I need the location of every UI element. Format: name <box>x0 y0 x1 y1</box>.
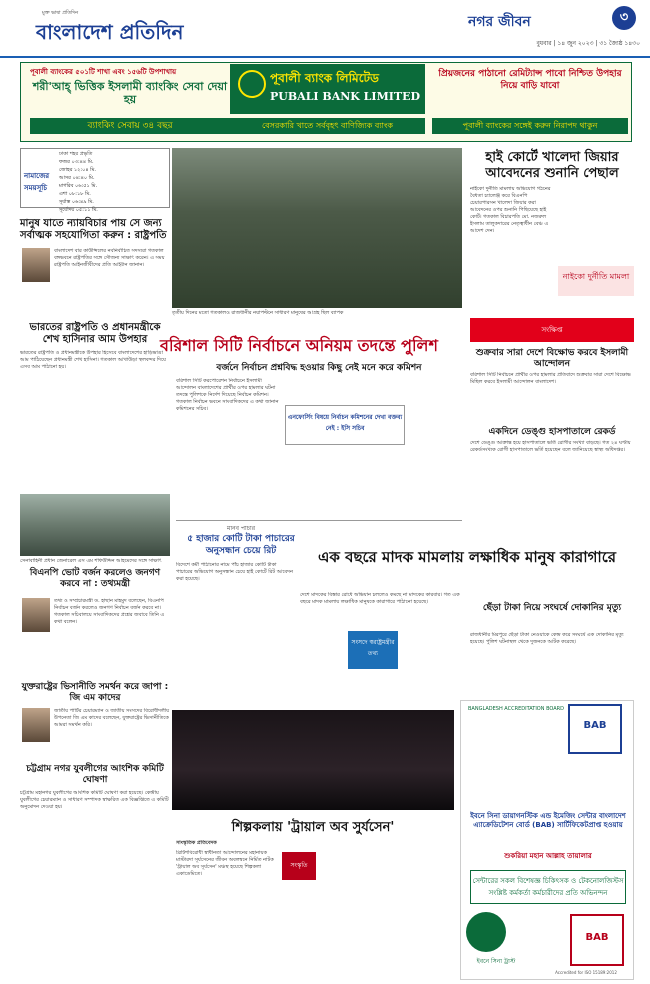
story-andolon-body: বরিশাল সিটি নির্বাচনে প্রার্থীর ওপর হামলার প্রতিবাদে শুক্রবার সারা দেশে বিক্ষোভ মিছিল করবে ইসলামী আন্দোলন বাংলাদেশ। <box>470 372 631 385</box>
prayer-row: সূর্যোদয় ০৫:১১ মি. <box>59 207 98 213</box>
story-president-body: বাংলাদেশ বার কাউন্সিলের নবনির্বাচিত সদস্যরা গতকাল বঙ্গভবনে রাষ্ট্রপতির সঙ্গে সৌজন্য সাক্ষাৎ করেন। এ সময় রাষ্ট্রপতি আইনজীবীদের প্রতি আহ্বান জানান। <box>54 248 165 268</box>
crowd-photo[interactable] <box>172 148 462 308</box>
section-title: নগর জীবন <box>468 14 531 30</box>
meeting-caption: সেনাবাহিনী প্রধান জেনারেল এস এম শফিউদ্দিন আহমেদের সঙ্গে সাক্ষাৎ <box>20 558 162 564</box>
ibn-sina-name: ইবনে সিনা ট্রাস্ট <box>476 958 516 965</box>
brief-section-label: সংক্ষিপ্ত <box>470 318 634 342</box>
ad-bank-name-bn: পূবালী ব্যাংক লিমিটেড <box>270 71 379 85</box>
dateline: বুধবার | ১৪ জুন ২০২৩ | ৩১ জ্যৈষ্ঠ ১৪৩০ <box>536 40 640 47</box>
story-quader-body: জাতীয় পার্টির চেয়ারম্যান ও জাতীয় সংসদের বিরোধীদলীয় উপনেতা জি এম কাদের বলেছেন, যুক্তরাষ্ট্রের ভিসানীতিকে আমরা সমর্থন করি। <box>54 708 170 728</box>
writ-kicker: মানব পাচার <box>227 525 255 532</box>
headline-dengue[interactable]: একদিনে ডেঙ্গু হাসপাতালে রেকর্ড <box>488 427 616 437</box>
headline-info-minister[interactable]: বিএনপি ভোট বর্জন করলেও জনগণ করবে না : তথ্যমন্ত্রী <box>29 568 161 589</box>
prayer-row: মাগরিব ০৬:৫১ মি. <box>59 183 98 189</box>
prayer-row: সূর্যাস্ত ০৬:৪৯ মি. <box>59 199 94 205</box>
bab-badge-2: BAB <box>570 914 624 966</box>
ad-tagline: বেসরকারি খাতে সর্ববৃহৎ বাণিজ্যিক ব্যাংক <box>230 118 425 134</box>
prayer-row: জোহর ১২:০৪ মি. <box>59 167 96 173</box>
president-photo <box>22 248 50 282</box>
prayer-row: ফজর ০৩:৪৪ মি. <box>59 159 94 165</box>
bab-badge: BAB <box>568 704 622 754</box>
theatre-photo[interactable] <box>172 710 454 810</box>
headline-jubo-league[interactable]: চট্টগ্রাম নগর যুবলীগের আংশিক কমিটি ঘোষণা <box>26 764 164 785</box>
story-khaleda-body: নাইকো দুর্নীতি মামলায় অভিযোগ গঠনের বৈধতা চ্যালেঞ্জ করে বিএনপি চেয়ারপারসন খালেদা জিয়ার করা আবেদনের ওপর শুনানি পিছিয়েছে হাই কোর্ট। গতকাল বিচারপতি মো. নজরুল ইসলাম তালুকদারের নেতৃত্বাধীন বেঞ্চ এ আদেশ দেন। <box>470 186 551 234</box>
ad-years-banner: ব্যাংকিং সেবায় ৩৪ বছর <box>30 118 230 134</box>
story-writ-body: বিদেশে কর্মী পাঠানোর নামে পাঁচ হাজার কোটি টাকা পাচারের অভিযোগ অনুসন্ধান চেয়ে হাই কোর্টে রিট আবেদন করা হয়েছে। <box>176 562 293 582</box>
bank-emblem-icon <box>238 70 266 98</box>
prayer-rows <box>59 159 169 215</box>
story-minister-body: তথ্য ও সম্প্রচারমন্ত্রী ড. হাছান মাহমুদ বলেছেন, বিএনপি নির্বাচন বর্জন করলেও জনগণ নির্বাচন বর্জন করবে না। গতকাল সচিবালয়ে সাংবাদিকদের প্রশ্নের জবাবে তিনি এ কথা বলেন। <box>54 598 165 625</box>
photo-caption: তৃতীয় দিনের মতো গতকালও রাজধানীর নয়াপল্টনে সাধারণ মানুষের আগ্রহ ছিল ব্যাপক <box>172 310 344 316</box>
ad-branch-line: পূবালী ব্যাংকের ৫০১টি শাখা এবং ১৫৬টি উপশাখায় <box>30 68 177 76</box>
headline-theatre[interactable]: শিল্পকলায় 'ট্রায়াল অব সুর্যসেন' <box>231 820 395 835</box>
story-shopkeeper-body: রাজধানীর মিরপুরে ছেঁড়া টাকা নেওয়াকে কেন্দ্র করে সংঘর্ষে এক দোকানির মৃত্যু হয়েছে। পুলিশ ঘটনাস্থল থেকে দুজনকে আটক করেছে। <box>470 632 624 645</box>
lead-subheadline: বর্জনে নির্বাচন প্রশ্নবিদ্ধ হওয়ার কিছু নেই মনে করে কমিশন <box>216 363 422 373</box>
story-drug-body: দেশে মাদকের বিস্তার রোধে অভিযান চললেও কমছে না মাদকের কারবার। গত এক বছরে মাদক মামলায় লক্ষাধিক মানুষকে কারাগারে পাঠানো হয়েছে। <box>300 592 460 605</box>
ibn-sina-title: ইবনে সিনা ডায়াগনস্টিক এন্ড ইমেজিং সেন্টার বাংলাদেশ এ্যাক্রেডিটেশন বোর্ড (BAB) সার্টিফিকেটপ্রাপ্ত হওয়ায় <box>470 812 626 829</box>
home-minister-stat-box: সংসদে স্বরাষ্ট্রমন্ত্রীর তথ্য <box>348 631 398 669</box>
theatre-byline: সাংস্কৃতিক প্রতিবেদক <box>176 840 217 846</box>
ad-islamic-banking: শরী'আহ্‌ ভিত্তিক ইসলামী ব্যাংকিং সেবা দেয়া হয় <box>32 80 228 106</box>
quader-photo <box>22 708 50 742</box>
prayer-label: নামাজের সময়সূচি <box>24 172 50 192</box>
niko-tag: নাইকো দুর্নীতি মামলা <box>558 266 634 296</box>
culture-badge: সংস্কৃতি <box>282 852 316 880</box>
lead-headline[interactable]: বরিশাল সিটি নির্বাচনে অনিয়ম তদন্তে পুলিশ <box>160 336 438 355</box>
prayer-row: আসর ০৪:৪০ মি. <box>59 175 95 181</box>
story-dengue-body: দেশে ডেঙ্গু আক্রান্ত হয়ে হাসপাতালে ভর্তি রোগীর সংখ্যা বাড়ছে। গত ২৪ ঘণ্টায় রেকর্ডসংখ্যক রোগী হাসপাতালে ভর্তি হয়েছেন বলে জানিয়েছে স্বাস্থ্য অধিদপ্তর। <box>470 440 631 453</box>
story-jubo-body: চট্টগ্রাম মহানগর যুবলীগের আংশিক কমিটি ঘোষণা করা হয়েছে। কেন্দ্রীয় যুবলীগের চেয়ারম্যান ও সাধারণ সম্পাদক স্বাক্ষরিত এক বিজ্ঞপ্তিতে এ কমিটি অনুমোদন দেওয়া হয়। <box>20 790 169 810</box>
bab-accreditation-note: Accredited for ISO 15189:2012 <box>555 970 617 975</box>
page-number: ৩ <box>612 6 636 30</box>
story-mango-body: ভারতের রাষ্ট্রপতি ও প্রধানমন্ত্রীকে উপহার হিসেবে বাংলাদেশের হাড়িভাঙা আম পাঠিয়েছেন প্রধানমন্ত্রী শেখ হাসিনা। গতকাল আখাউড়া স্থলবন্দর দিয়ে এসব আম পাঠানো হয়। <box>20 350 166 370</box>
story-theatre-body-col1: ব্রিটিশবিরোধী স্বাধীনতা আন্দোলনের মহানায়ক মাস্টারদা সূর্যসেনের জীবন অবলম্বনে নির্মিত নাটক 'ট্রায়াল অব সূর্যসেন' মঞ্চস্থ হয়েছে শিল্পকলা একাডেমিতে। <box>176 850 274 877</box>
ibn-sina-thanks: শুকরিয়া মহান আল্লাহ তায়ালার <box>504 852 592 860</box>
minister-photo <box>22 598 50 632</box>
newspaper-logo[interactable]: বাংলাদেশ প্রতিদিন <box>36 20 184 44</box>
ec-quote-box: এনফোর্সিং বিষয়ে নির্বাচন কমিশনের দেখা বক্তব্য নেই : ইসি সচিব <box>285 405 405 445</box>
ibn-sina-congrats: সেন্টারের সকল বিশেষজ্ঞ চিকিৎসক ও টেকনোলজিস্টস সংশ্লিষ্ট কর্মকর্তা কর্মচারীদের প্রতি অভিনন্দন <box>470 870 626 904</box>
headline-president[interactable]: মানুষ যাতে ন্যায়বিচার পায় সে জন্য সর্বাত্মক সহযোগিতা করুন : রাষ্ট্রপতি <box>20 218 167 241</box>
headline-gm-quader[interactable]: যুক্তরাষ্ট্রের ভিসানীতি সমর্থন করে জাপা : জি এম কাদের <box>21 682 169 703</box>
ad-safety-banner: পূবালী ব্যাংকের সঙ্গেই করুন নিরাপদ থাকুন <box>432 118 628 134</box>
headline-drug-cases[interactable]: এক বছরে মাদক মামলায় লক্ষাধিক মানুষ কারাগারে <box>317 548 617 566</box>
prayer-row: এশা ০৮:১৮ মি. <box>59 191 91 197</box>
logo-tagline: মুক্ত ভাষা প্রতিদিন <box>42 10 79 16</box>
headline-shopkeeper-death[interactable]: ছেঁড়া টাকা নিয়ে সংঘর্ষে দোকানির মৃত্যু <box>482 603 622 613</box>
divider <box>176 520 462 521</box>
ad-bank-name-en: PUBALI BANK LIMITED <box>270 90 420 103</box>
prayer-header: ঢাকা শহর প্রভৃতি <box>59 151 93 157</box>
lead-body-col1: বরিশাল সিটি করপোরেশন নির্বাচনে ইসলামী আন্দোলন বাংলাদেশের প্রার্থীর ওপর হামলার ঘটনা তদন্তে পুলিশকে নির্দেশ দিয়েছে নির্বাচন কমিশন। গতকাল নির্বাচন ভবনে সাংবাদিকদের এ কথা জানান কমিশনের সচিব। <box>176 378 279 412</box>
headline-mango-gift[interactable]: ভারতের রাষ্ট্রপতি ও প্রধানমন্ত্রীকে শেখ হাসিনার আম উপহার <box>29 322 161 345</box>
headline-writ[interactable]: ৫ হাজার কোটি টাকা পাচারের অনুসন্ধান চেয়ে রিট <box>187 534 295 556</box>
headline-khaleda[interactable]: হাই কোর্টে খালেদা জিয়ার আবেদনের শুনানি পেছাল <box>485 150 619 181</box>
bab-arc-text: BANGLADESH ACCREDITATION BOARD <box>467 706 565 712</box>
ibn-sina-logo-icon <box>466 912 506 952</box>
headline-islami-andolon[interactable]: শুক্রবার সারা দেশে বিক্ষোভ করবে ইসলামী আন্দোলন <box>475 348 629 369</box>
ad-remittance: প্রিয়জনের পাঠানো রেমিট্যান্স পাবো নিশ্চিত উপহার নিয়ে বাড়ি যাবো <box>438 69 622 91</box>
meeting-photo[interactable] <box>20 494 170 556</box>
